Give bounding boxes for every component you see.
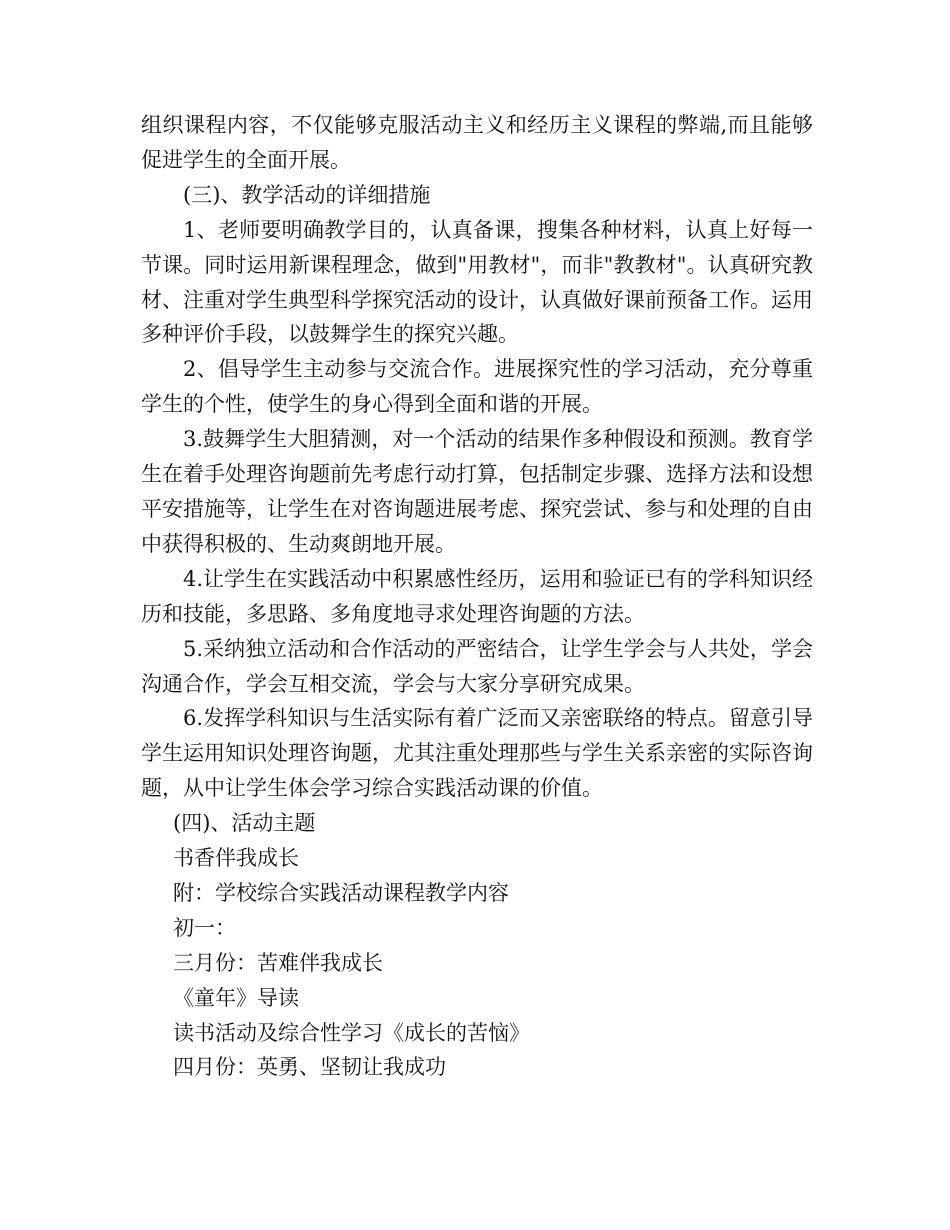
grade-label: 初一： xyxy=(173,915,236,940)
paragraph-measure-5: 5.采纳独立活动和合作活动的严密结合，让学生学会与人共处，学会沟通合作，学会互相交流，学会与大家分享研究成果。 xyxy=(141,636,813,696)
appendix-heading: 附：学校综合实践活动课程教学内容 xyxy=(173,880,509,905)
month-item-april: 四月份：英勇、坚韧让我成功 xyxy=(173,1055,446,1080)
paragraph-measure-1: 1、老师要明确教学目的，认真备课，搜集各种材料，认真上好每一节课。同时运用新课程理念，做到"用教材"，而非"教教材"。认真研究教材、注重对学生典型科学探究活动的设计，认真做好课前预备工作。运用多种评价手段，以鼓舞学生的探究兴趣。 xyxy=(141,217,813,347)
activity-theme-title: 书香伴我成长 xyxy=(173,846,299,871)
month-item-march: 三月份：苦难伴我成长 xyxy=(173,950,383,975)
paragraph-measure-6: 6.发挥学科知识与生活实际有着广泛而又亲密联络的特点。留意引导学生运用知识处理咨询题，尤其注重处理那些与学生关系亲密的实际咨询题，从中让学生体会学习综合实践活动课的价值。 xyxy=(141,706,813,801)
document-body xyxy=(141,108,813,1085)
paragraph-measure-4: 4.让学生在实践活动中积累感性经历，运用和验证已有的学科知识经历和技能，多思路、多角度地寻求处理咨询题的方法。 xyxy=(141,566,813,626)
reading-item-childhood: 《童年》导读 xyxy=(173,985,299,1010)
paragraph-measure-3: 3.鼓舞学生大胆猜测，对一个活动的结果作多种假设和预测。教育学生在着手处理咨询题前先考虑行动打算，包括制定步骤、选择方法和设想平安措施等，让学生在对咨询题进展考虑、探究尝试、参与和处理的自由中获得积极的、生动爽朗地开展。 xyxy=(141,427,813,556)
reading-activity-item: 读书活动及综合性学习《成长的苦恼》 xyxy=(173,1020,530,1045)
paragraph-intro-continuation: 组织课程内容，不仅能够克服活动主义和经历主义课程的弊端,而且能够促进学生的全面开展。 xyxy=(141,113,813,172)
paragraph-measure-2: 2、倡导学生主动参与交流合作。进展探究性的学习活动，充分尊重学生的个性，使学生的身心得到全面和谐的开展。 xyxy=(141,357,813,417)
section-heading-teaching-measures: (三)、教学活动的详细措施 xyxy=(183,182,431,207)
section-heading-activity-theme: (四)、活动主题 xyxy=(173,811,316,836)
